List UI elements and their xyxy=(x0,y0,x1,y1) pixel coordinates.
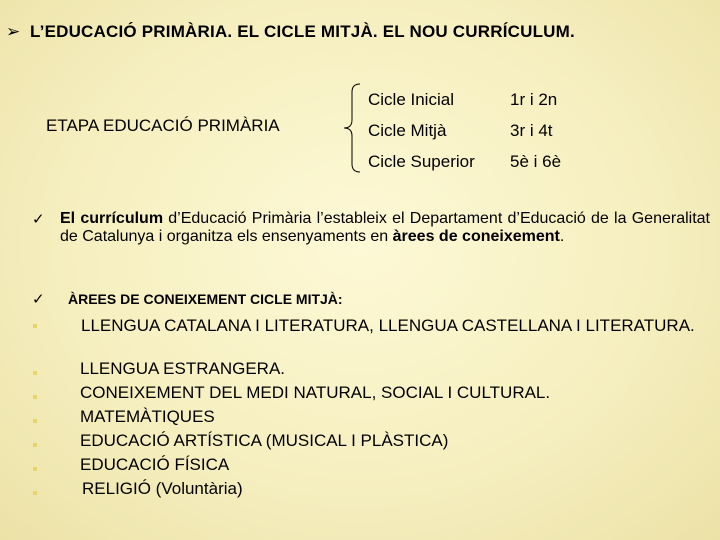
curriculum-text-end: . xyxy=(559,228,565,245)
square-bullet-icon xyxy=(33,491,37,495)
square-bullet-icon xyxy=(33,324,37,328)
checkmark-icon: ✓ xyxy=(32,211,45,228)
areas-heading: ÀREES DE CONEIXEMENT CICLE MITJÀ: xyxy=(68,291,343,307)
curriculum-bold-start: El currículum xyxy=(60,210,164,227)
brace-icon xyxy=(340,82,364,174)
area-item: MATEMÀTIQUES xyxy=(80,407,215,426)
cicle-row-mitja xyxy=(368,115,561,146)
checkmark-icon: ✓ xyxy=(32,291,45,308)
area-item: LLENGUA CATALANA I LITERATURA, LLENGUA CASTELLANA I LITERATURA. xyxy=(81,316,695,335)
square-bullet-icon xyxy=(33,395,37,399)
cicle-cursos: 3r i 4t xyxy=(510,120,553,140)
area-item: EDUCACIÓ ARTÍSTICA (MUSICAL I PLÀSTICA) xyxy=(80,431,449,450)
cicle-cursos: 1r i 2n xyxy=(510,89,558,109)
area-item: LLENGUA ESTRANGERA. xyxy=(80,359,286,378)
cicle-name: Cicle Superior xyxy=(368,151,475,171)
curriculum-bold-end: àrees de coneixement xyxy=(392,228,560,245)
cicle-cursos: 5è i 6è xyxy=(510,151,562,171)
slide-title: L’EDUCACIÓ PRIMÀRIA. EL CICLE MITJÀ. EL NOU CURRÍCULUM. xyxy=(30,22,575,41)
cicles-list xyxy=(368,84,561,177)
area-item: EDUCACIÓ FÍSICA xyxy=(80,455,230,474)
square-bullet-icon xyxy=(33,419,37,423)
cicle-name: Cicle Mitjà xyxy=(368,120,447,140)
cicle-row-superior xyxy=(368,146,561,177)
cicle-name: Cicle Inicial xyxy=(368,89,454,109)
curriculum-text: d’Educació Primària l’estableix el Departament d’Educació de la Generalitat de Catalunya i organitza els ensenyaments en xyxy=(60,210,710,245)
arrow-bullet-icon: ➢ xyxy=(6,22,21,41)
square-bullet-icon xyxy=(33,371,37,375)
curriculum-block xyxy=(32,210,710,246)
area-item: RELIGIÓ (Voluntària) xyxy=(82,479,243,498)
area-item: CONEIXEMENT DEL MEDI NATURAL, SOCIAL I CULTURAL. xyxy=(80,383,551,402)
title-row xyxy=(6,22,575,42)
curriculum-paragraph xyxy=(60,210,710,246)
etapa-label: ETAPA EDUCACIÓ PRIMÀRIA xyxy=(46,116,280,135)
square-bullet-icon xyxy=(33,443,37,447)
square-bullet-icon xyxy=(33,467,37,471)
cicle-row-inicial xyxy=(368,84,561,115)
